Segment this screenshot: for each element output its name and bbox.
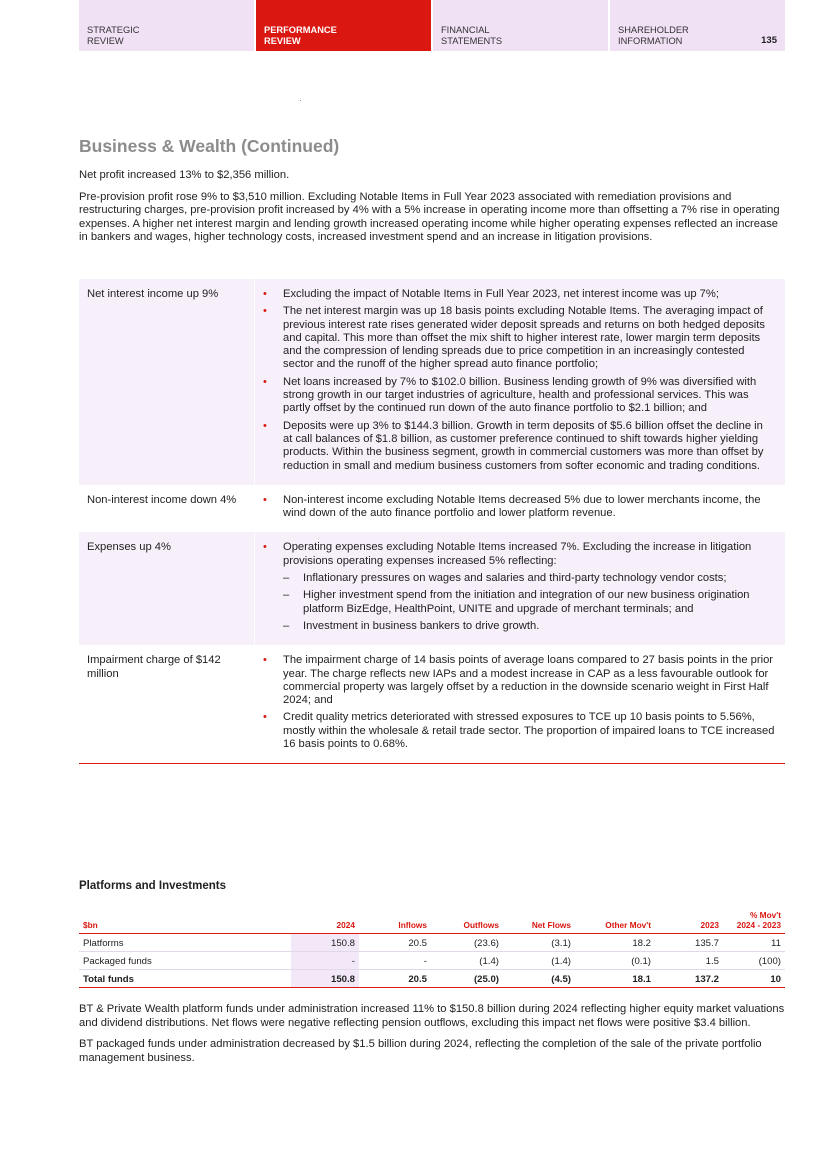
table-cell: 1.5: [655, 952, 723, 970]
driver-label: Non-interest income down 4%: [79, 485, 255, 533]
sub-bullet-text: Investment in business bankers to drive growth.: [303, 619, 540, 632]
bullet-text: Credit quality metrics deteriorated with stressed exposures to TCE up 10 basis points to 5.56%, mostly within the wholesale & retail trade sector. The proportion of impaired loans to TCE increased 16 basis points to 0.68%.: [283, 711, 775, 751]
tab-label-line1: SHAREHOLDER: [618, 25, 689, 35]
tab-label-line2: REVIEW: [264, 35, 301, 46]
outro-paragraph: BT packaged funds under administration decreased by $1.5 billion during 2024, reflecting the completion of the sale of the private portfolio management business.: [79, 1038, 762, 1064]
col-header: 2023: [700, 919, 719, 930]
col-header: Inflows: [398, 919, 427, 930]
tab-label-line2: INFORMATION: [618, 35, 683, 46]
table-cell: (3.1): [503, 934, 575, 952]
intro-paragraph: Pre-provision profit rose 9% to $3,510 million. Excluding Notable Items in Full Year 2023 associated with remediation provisions and restructuring charges, pre-provision profit increased by 4% with a 5% increase in operating income more than offsetting a 7% rise in operating expenses. A higher net interest margin and lending growth increased operating income while higher operating expenses reflected an increase in bankers and wages, higher technology costs, increased investment spend and an increase in litigation provisions.: [79, 190, 780, 244]
bullet-icon: •: [263, 654, 267, 667]
table-row: [79, 952, 785, 970]
col-header-line1: % Mov't: [749, 910, 781, 920]
table-cell: (1.4): [431, 952, 503, 970]
col-header: $bn: [83, 919, 98, 930]
drivers-table: [79, 279, 785, 764]
col-header: Net Flows: [531, 919, 571, 930]
bullet-icon: •: [263, 493, 267, 506]
table-cell: 20.5: [359, 934, 431, 952]
bullet-icon: •: [263, 288, 267, 300]
table-cell: 18.1: [575, 970, 655, 988]
tab-label-line1: FINANCIAL: [441, 25, 490, 35]
bullet-text: The impairment charge of 14 basis points of average loans compared to 27 basis points in the prior year. The charge reflects new IAPs and a modest increase in CAP as a less favourable outlook for commercial property was largely offset by a reduction in the downside scenario weight in First Half 2024; and: [283, 654, 774, 707]
tab-strategic-review[interactable]: [79, 0, 254, 51]
table-cell: 150.8: [291, 934, 359, 952]
col-header: [723, 911, 785, 934]
table-cell: 137.2: [655, 970, 723, 988]
tab-label-line1: STRATEGIC: [87, 25, 140, 35]
table-cell: 11: [723, 934, 785, 952]
sub-bullet-item: [263, 589, 775, 616]
col-header: Outflows: [463, 919, 499, 930]
bullet-text: Net loans increased by 7% to $102.0 billion. Business lending growth of 9% was diversified with strong growth in our target industries of agriculture, health and professional services. This was partly offset by the continued run down of the auto finance portfolio to $2.1 billion; and: [283, 375, 757, 415]
tab-shareholder-information[interactable]: [610, 0, 785, 51]
table-cell: 10: [723, 970, 785, 988]
table-cell: (4.5): [503, 970, 575, 988]
driver-row: [79, 645, 785, 763]
table-divider: [79, 763, 785, 764]
bullet-text: Operating expenses excluding Notable Items increased 7%. Excluding the increase in litigation provisions operating expenses increased 5% reflecting:: [283, 541, 752, 567]
intro-paragraph: Net profit increased 13% to $2,356 million.: [79, 169, 290, 181]
sub-bullet-text: Higher investment spend from the initiation and integration of our new business origination platform BizEdge, HealthPoint, UNITE and upgrade of merchant terminals; and: [303, 589, 750, 615]
driver-detail: [255, 279, 785, 485]
table-cell: (1.4): [503, 952, 575, 970]
tab-financial-statements[interactable]: [433, 0, 608, 51]
driver-label: Net interest income up 9%: [79, 279, 255, 485]
page-number: 135: [761, 35, 777, 46]
section-nav: [79, 0, 785, 51]
bullet-icon: •: [263, 305, 267, 318]
bullet-item: [263, 288, 775, 301]
table-cell: -: [359, 952, 431, 970]
driver-row: [79, 532, 785, 645]
table-cell: (100): [723, 952, 785, 970]
dash-icon: –: [283, 589, 290, 602]
bullet-item: [263, 541, 775, 568]
sub-bullet-text: Inflationary pressures on wages and salaries and third-party technology vendor costs;: [303, 572, 727, 585]
bullet-item: [263, 494, 775, 521]
table-total-row: [79, 970, 785, 988]
bullet-item: [263, 420, 775, 473]
table-cell: Platforms: [79, 934, 291, 952]
sub-bullet-item: [263, 620, 775, 633]
driver-detail: [255, 485, 785, 533]
outro-paragraph: BT & Private Wealth platform funds under administration increased 11% to $150.8 billion during 2024 reflecting higher equity market valuations and dividend distributions. Net flows were negative reflecting pension outflows, excluding this impact net flows were positive $3.4 billion.: [79, 1003, 785, 1029]
bullet-item: [263, 654, 775, 707]
platforms-title: Platforms and Investments: [79, 880, 226, 892]
table-cell: (25.0): [431, 970, 503, 988]
dash-icon: –: [283, 572, 290, 585]
bullet-icon: •: [263, 711, 267, 724]
table-cell: (0.1): [575, 952, 655, 970]
driver-row: [79, 485, 785, 533]
table-cell: 150.8: [291, 970, 359, 988]
stray-mark: [300, 100, 301, 101]
intro-text: [79, 169, 785, 253]
driver-detail: [255, 645, 785, 763]
bullet-item: [263, 376, 775, 416]
bullet-item: [263, 305, 775, 371]
section-title: Business & Wealth (Continued): [79, 136, 340, 156]
col-header: Other Mov't: [605, 919, 651, 930]
driver-row: [79, 279, 785, 485]
outro-text: [79, 1003, 785, 1073]
table-row: [79, 934, 785, 952]
tab-label-line1: PERFORMANCE: [264, 25, 337, 35]
bullet-icon: •: [263, 419, 267, 432]
sub-bullet-item: [263, 572, 775, 585]
tab-label-line2: STATEMENTS: [441, 35, 503, 46]
bullet-icon: •: [263, 375, 267, 388]
col-header: 2024: [291, 911, 359, 934]
bullet-text: The net interest margin was up 18 basis points excluding Notable Items. The averaging impact of previous interest rate rises generated wider deposit spreads and returns on both hedged deposits and capital. This more than offset the mix shift to higher interest rate, lower margin term deposits and the compression of lending spreads due to price competition in an increasingly contested sector and the runoff of the higher spread auto finance portfolio;: [283, 305, 765, 371]
tab-label-line2: REVIEW: [87, 35, 124, 46]
bullet-text: Deposits were up 3% to $144.3 billion. Growth in term deposits of $5.6 billion offset the decline in at call balances of $1.8 billion, as customer preference continued to shift towards higher yielding products. Within the business segment, growth in commercial customers was more than offset by reduction in small and medium business customers from softer economic and trading conditions.: [283, 419, 764, 472]
table-cell: Total funds: [79, 970, 291, 988]
table-cell: Packaged funds: [79, 952, 291, 970]
dash-icon: –: [283, 619, 290, 632]
platforms-table: [79, 911, 785, 988]
table-cell: 135.7: [655, 934, 723, 952]
table-cell: 18.2: [575, 934, 655, 952]
driver-label: Impairment charge of $142 million: [79, 645, 255, 763]
tab-performance-review[interactable]: [256, 0, 431, 51]
col-header-line2: 2024 - 2023: [736, 919, 781, 930]
bullet-text: Non-interest income excluding Notable Items decreased 5% due to lower merchants income, the wind down of the auto finance portfolio and lower platform revenue.: [283, 493, 761, 520]
bullet-item: [263, 711, 775, 751]
driver-label: Expenses up 4%: [79, 532, 255, 645]
table-header-row: [79, 911, 785, 934]
bullet-text: Excluding the impact of Notable Items in Full Year 2023, net interest income was up 7%;: [283, 288, 719, 300]
table-cell: 20.5: [359, 970, 431, 988]
bullet-icon: •: [263, 541, 267, 554]
table-cell: -: [291, 952, 359, 970]
table-cell: (23.6): [431, 934, 503, 952]
driver-detail: [255, 532, 785, 645]
